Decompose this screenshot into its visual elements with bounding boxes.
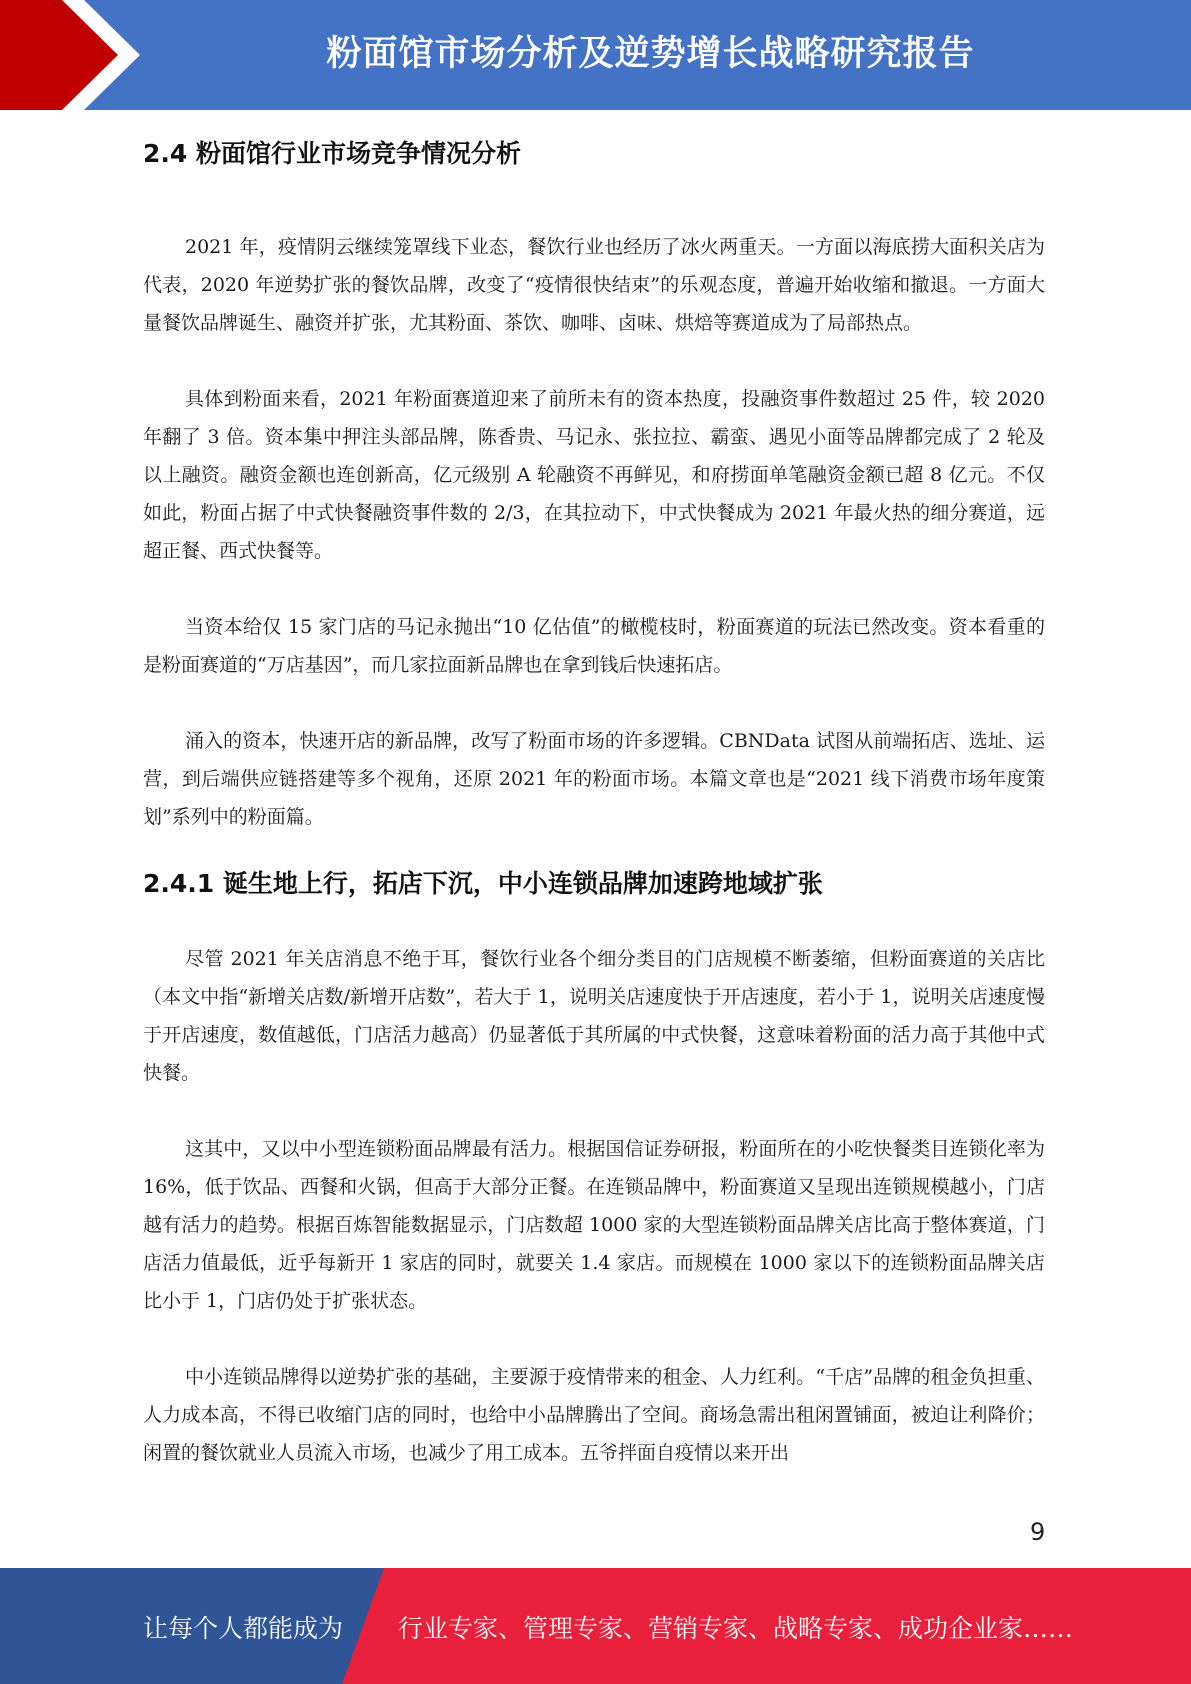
document-title: 粉面馆市场分析及逆势增长战略研究报告 [326,34,975,74]
paragraph: 中小连锁品牌得以逆势扩张的基础，主要源于疫情带来的租金、人力红利。“千店”品牌的租金负担重、人力成本高，不得已收缩门店的同时，也给中小品牌腾出了空间。商场急需出租闲置铺面，被迫让利降价；闲置的餐饮就业人员流入市场，也减少了用工成本。五爷拌面自疫情以来开出 [143,1366,1045,1464]
main-content [143,128,1045,1472]
footer-slogan-left: 让每个人都能成为 [143,1614,344,1643]
paragraph: 2021 年，疫情阴云继续笼罩线下业态，餐饮行业也经历了冰火两重天。一方面以海底捞大面积关店为代表，2020 年逆势扩张的餐饮品牌，改变了“疫情很快结束”的乐观态度，普遍开始收缩和撤退。一方面大量餐饮品牌诞生、融资并扩张，尤其粉面、茶饮、咖啡、卤味、烘焙等赛道成为了局部热点。 [143,236,1045,334]
paragraph: 尽管 2021 年关店消息不绝于耳，餐饮行业各个细分类目的门店规模不断萎缩，但粉面赛道的关店比（本文中指“新增关店数/新增开店数”，若大于 1，说明关店速度快于开店速度，若小于 1，说明关店速度慢于开店速度，数值越低，门店活力越高）仍显著低于其所属的中式快餐，这意味着粉面的活力高于其他中式快餐。 [143,948,1045,1084]
footer-slogan-right: 行业专家、管理专家、营销专家、战略专家、成功企业家…… [398,1614,1074,1643]
paragraph: 这其中，又以中小型连锁粉面品牌最有活力。根据国信证券研报，粉面所在的小吃快餐类目连锁化率为 16%，低于饮品、西餐和火锅，但高于大部分正餐。在连锁品牌中，粉面赛道又呈现出连锁规模越小，门店越有活力的趋势。根据百炼智能数据显示，门店数超 1000 家的大型连锁粉面品牌关店比高于整体赛道，门店活力值最低，近乎每新开 1 家店的同时，就要关 1.4 家店。而规模在 1000 家以下的连锁粉面品牌关店比小于 1，门店仍处于扩张状态。 [143,1138,1045,1312]
section-heading-2-4-1: 2.4.1 诞生地上行，拓店下沉，中小连锁品牌加速跨地域扩张 [143,869,823,898]
section-heading-2-4: 2.4 粉面馆行业市场竞争情况分析 [143,139,521,168]
chevron-arrow-icon [0,0,150,110]
page-number: 9 [1030,1518,1046,1546]
paragraph: 当资本给仅 15 家门店的马记永抛出“10 亿估值”的橄榄枝时，粉面赛道的玩法已然改变。资本看重的是粉面赛道的“万店基因”，而几家拉面新品牌也在拿到钱后快速拓店。 [143,616,1045,676]
paragraph: 涌入的资本，快速开店的新品牌，改写了粉面市场的许多逻辑。CBNData 试图从前端拓店、选址、运营，到后端供应链搭建等多个视角，还原 2021 年的粉面市场。本篇文章也是“2021 线下消费市场年度策划”系列中的粉面篇。 [143,730,1045,828]
paragraph: 具体到粉面来看，2021 年粉面赛道迎来了前所未有的资本热度，投融资事件数超过 25 件，较 2020 年翻了 3 倍。资本集中押注头部品牌，陈香贵、马记永、张拉拉、霸蛮、遇见小面等品牌都完成了 2 轮及以上融资。融资金额也连创新高，亿元级别 A 轮融资不再鲜见，和府捞面单笔融资金额已超 8 亿元。不仅如此，粉面占据了中式快餐融资事件数的 2/3，在其拉动下，中式快餐成为 2021 年最火热的细分赛道，远超正餐、西式快餐等。 [143,388,1045,562]
footer-band [0,1568,1191,1684]
header-band [0,0,1191,110]
